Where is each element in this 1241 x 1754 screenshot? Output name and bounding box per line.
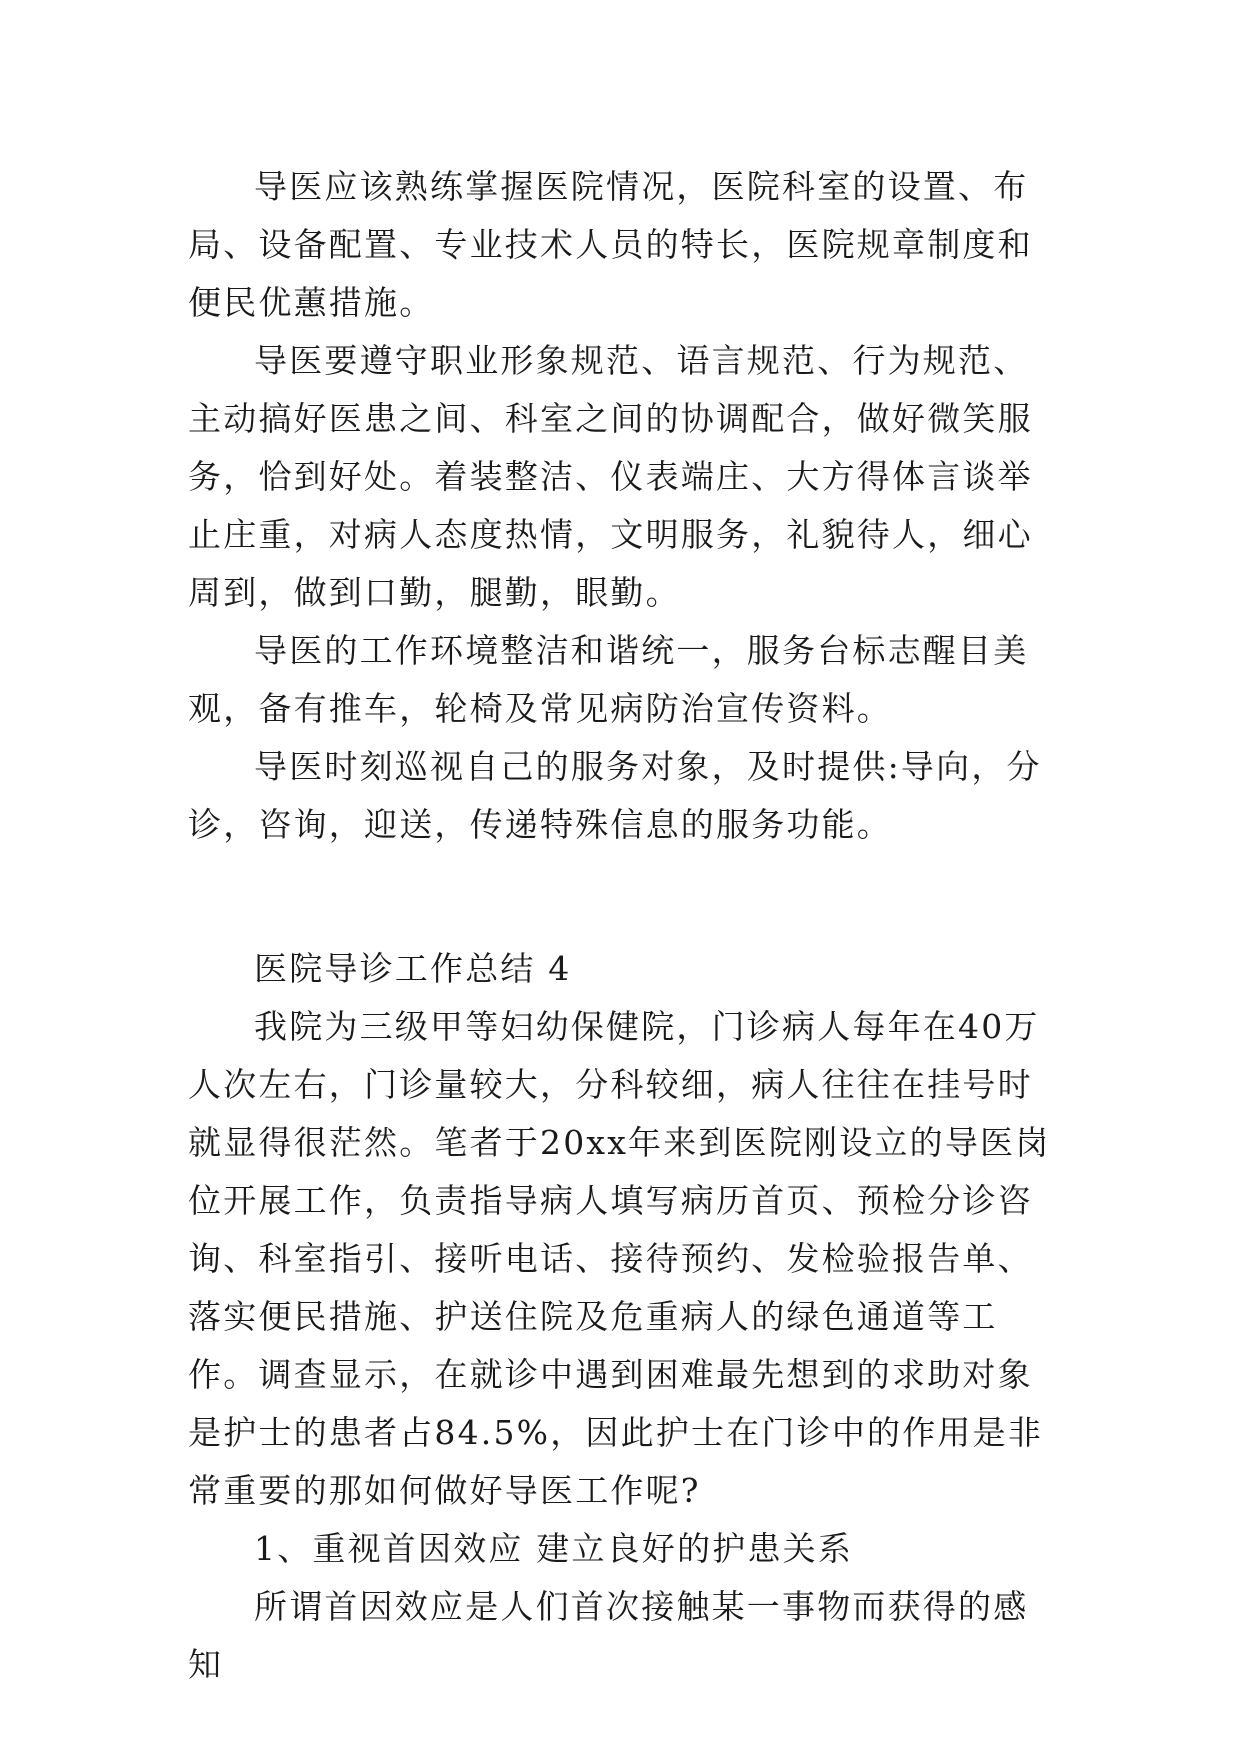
paragraph: 导医时刻巡视自己的服务对象，及时提供:导向，分诊，咨询，迎送，传递特殊信息的服务功能。	[188, 747, 1042, 844]
paragraph: 导医应该熟练掌握医院情况，医院科室的设置、布局、设备配置、专业技术人员的特长，医院规章制度和便民优蕙措施。	[188, 167, 1033, 322]
section-title: 医院导诊工作总结 4	[254, 949, 572, 988]
list-item-heading: 1、重视首因效应 建立良好的护患关系	[254, 1529, 854, 1568]
paragraph: 我院为三级甲等妇幼保健院，门诊病人每年在40万人次左右，门诊量较大，分科较细，病人往往在挂号时就显得很茫然。笔者于20xx年来到医院刚设立的导医岗位开展工作，负责指导病人填写病历首页、预检分诊咨询、科室指引、接听电话、接待预约、发检验报告单、落实便民措施、护送住院及危重病人的绿色通道等工作。调查显示，在就诊中遇到困难最先想到的求助对象是护士的患者占84.5%，因此护士在门诊中的作用是非常重要的那如何做好导医工作呢?	[188, 1007, 1051, 1510]
paragraph: 导医的工作环境整洁和谐统一，服务台标志醒目美观，备有推车，轮椅及常见病防治宣传资料。	[188, 631, 1029, 728]
paragraph: 所谓首因效应是人们首次接触某一事物而获得的感知	[188, 1587, 1029, 1684]
paragraph: 导医要遵守职业形象规范、语言规范、行为规范、主动搞好医患之间、科室之间的协调配合，做好微笑服务，恰到好处。着装整洁、仪表端庄、大方得体言谈举止庄重，对病人态度热情，文明服务，礼貌待人，细心周到，做到口勤，腿勤，眼勤。	[188, 341, 1033, 612]
document-body	[188, 158, 1058, 1694]
